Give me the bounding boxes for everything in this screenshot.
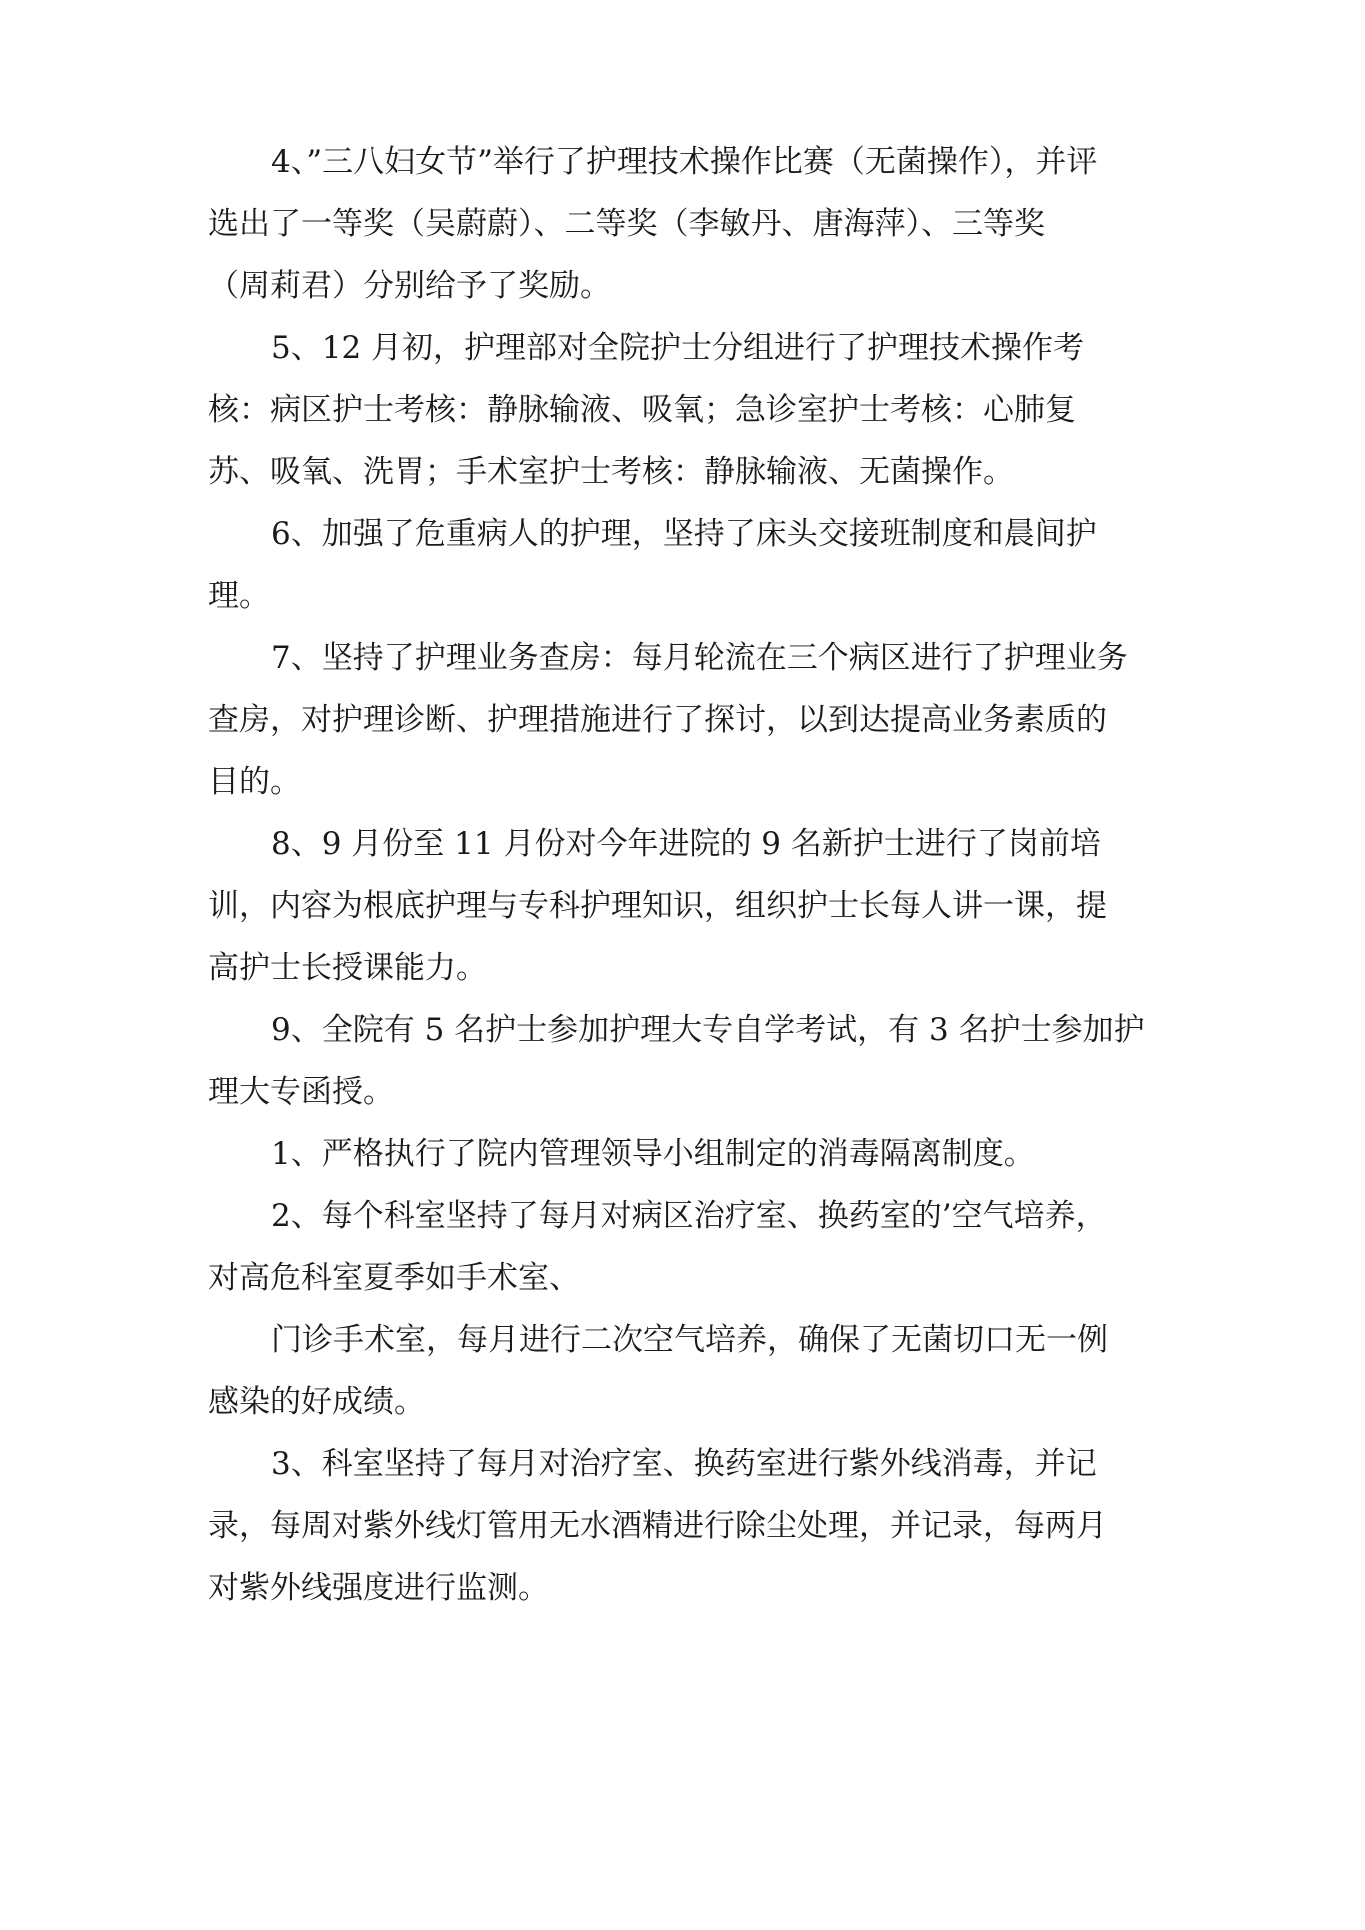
- section2-paragraph-3-line-2: 录，每周对紫外线灯管用无水酒精进行除尘处理，并记录，每两月: [208, 1508, 1107, 1544]
- paragraph-5-line-2: 核：病区护士考核：静脉输液、吸氧；急诊室护士考核：心肺复: [208, 392, 1076, 428]
- paragraph-5-line-3: 苏、吸氧、洗胃；手术室护士考核：静脉输液、无菌操作。: [208, 454, 1014, 490]
- section2-paragraph-2-line-2: 对高危科室夏季如手术室、: [208, 1260, 580, 1296]
- paragraph-4-line-1: 4、”三八妇女节”举行了护理技术操作比赛（无菌操作），并评: [271, 144, 1098, 180]
- paragraph-6-line-1: 6、加强了危重病人的护理，坚持了床头交接班制度和晨间护: [271, 516, 1097, 552]
- paragraph-7-line-3: 目的。: [208, 764, 301, 800]
- paragraph-4-line-3: （周莉君）分别给予了奖励。: [208, 268, 611, 304]
- paragraph-5-line-1: 5、12 月初，护理部对全院护士分组进行了护理技术操作考: [271, 330, 1085, 366]
- paragraph-4-line-2: 选出了一等奖（吴蔚蔚）、二等奖（李敏丹、唐海萍）、三等奖: [208, 206, 1045, 242]
- paragraph-8-line-3: 高护士长授课能力。: [208, 950, 487, 986]
- section2-paragraph-3-line-1: 3、科室坚持了每月对治疗室、换药室进行紫外线消毒，并记: [271, 1446, 1097, 1482]
- paragraph-6-line-2: 理。: [208, 578, 270, 614]
- section2-paragraph-2-line-1: 2、每个科室坚持了每月对病区治疗室、换药室的’空气培养，: [271, 1198, 1107, 1234]
- section2-paragraph-3-line-3: 对紫外线强度进行监测。: [208, 1570, 549, 1606]
- section2-paragraph-2b-line-2: 感染的好成绩。: [208, 1384, 425, 1420]
- paragraph-7-line-2: 查房，对护理诊断、护理措施进行了探讨，以到达提高业务素质的: [208, 702, 1107, 738]
- paragraph-9-line-1: 9、全院有 5 名护士参加护理大专自学考试，有 3 名护士参加护: [271, 1012, 1145, 1048]
- paragraph-8-line-1: 8、9 月份至 11 月份对今年进院的 9 名新护士进行了岗前培: [271, 826, 1101, 862]
- paragraph-9-line-2: 理大专函授。: [208, 1074, 394, 1110]
- paragraph-8-line-2: 训，内容为根底护理与专科护理知识，组织护士长每人讲一课，提: [208, 888, 1107, 924]
- section2-paragraph-1-line-1: 1、严格执行了院内管理领导小组制定的消毒隔离制度。: [271, 1136, 1035, 1172]
- paragraph-7-line-1: 7、坚持了护理业务查房：每月轮流在三个病区进行了护理业务: [271, 640, 1128, 676]
- section2-paragraph-2b-line-1: 门诊手术室，每月进行二次空气培养，确保了无菌切口无一例: [271, 1322, 1108, 1358]
